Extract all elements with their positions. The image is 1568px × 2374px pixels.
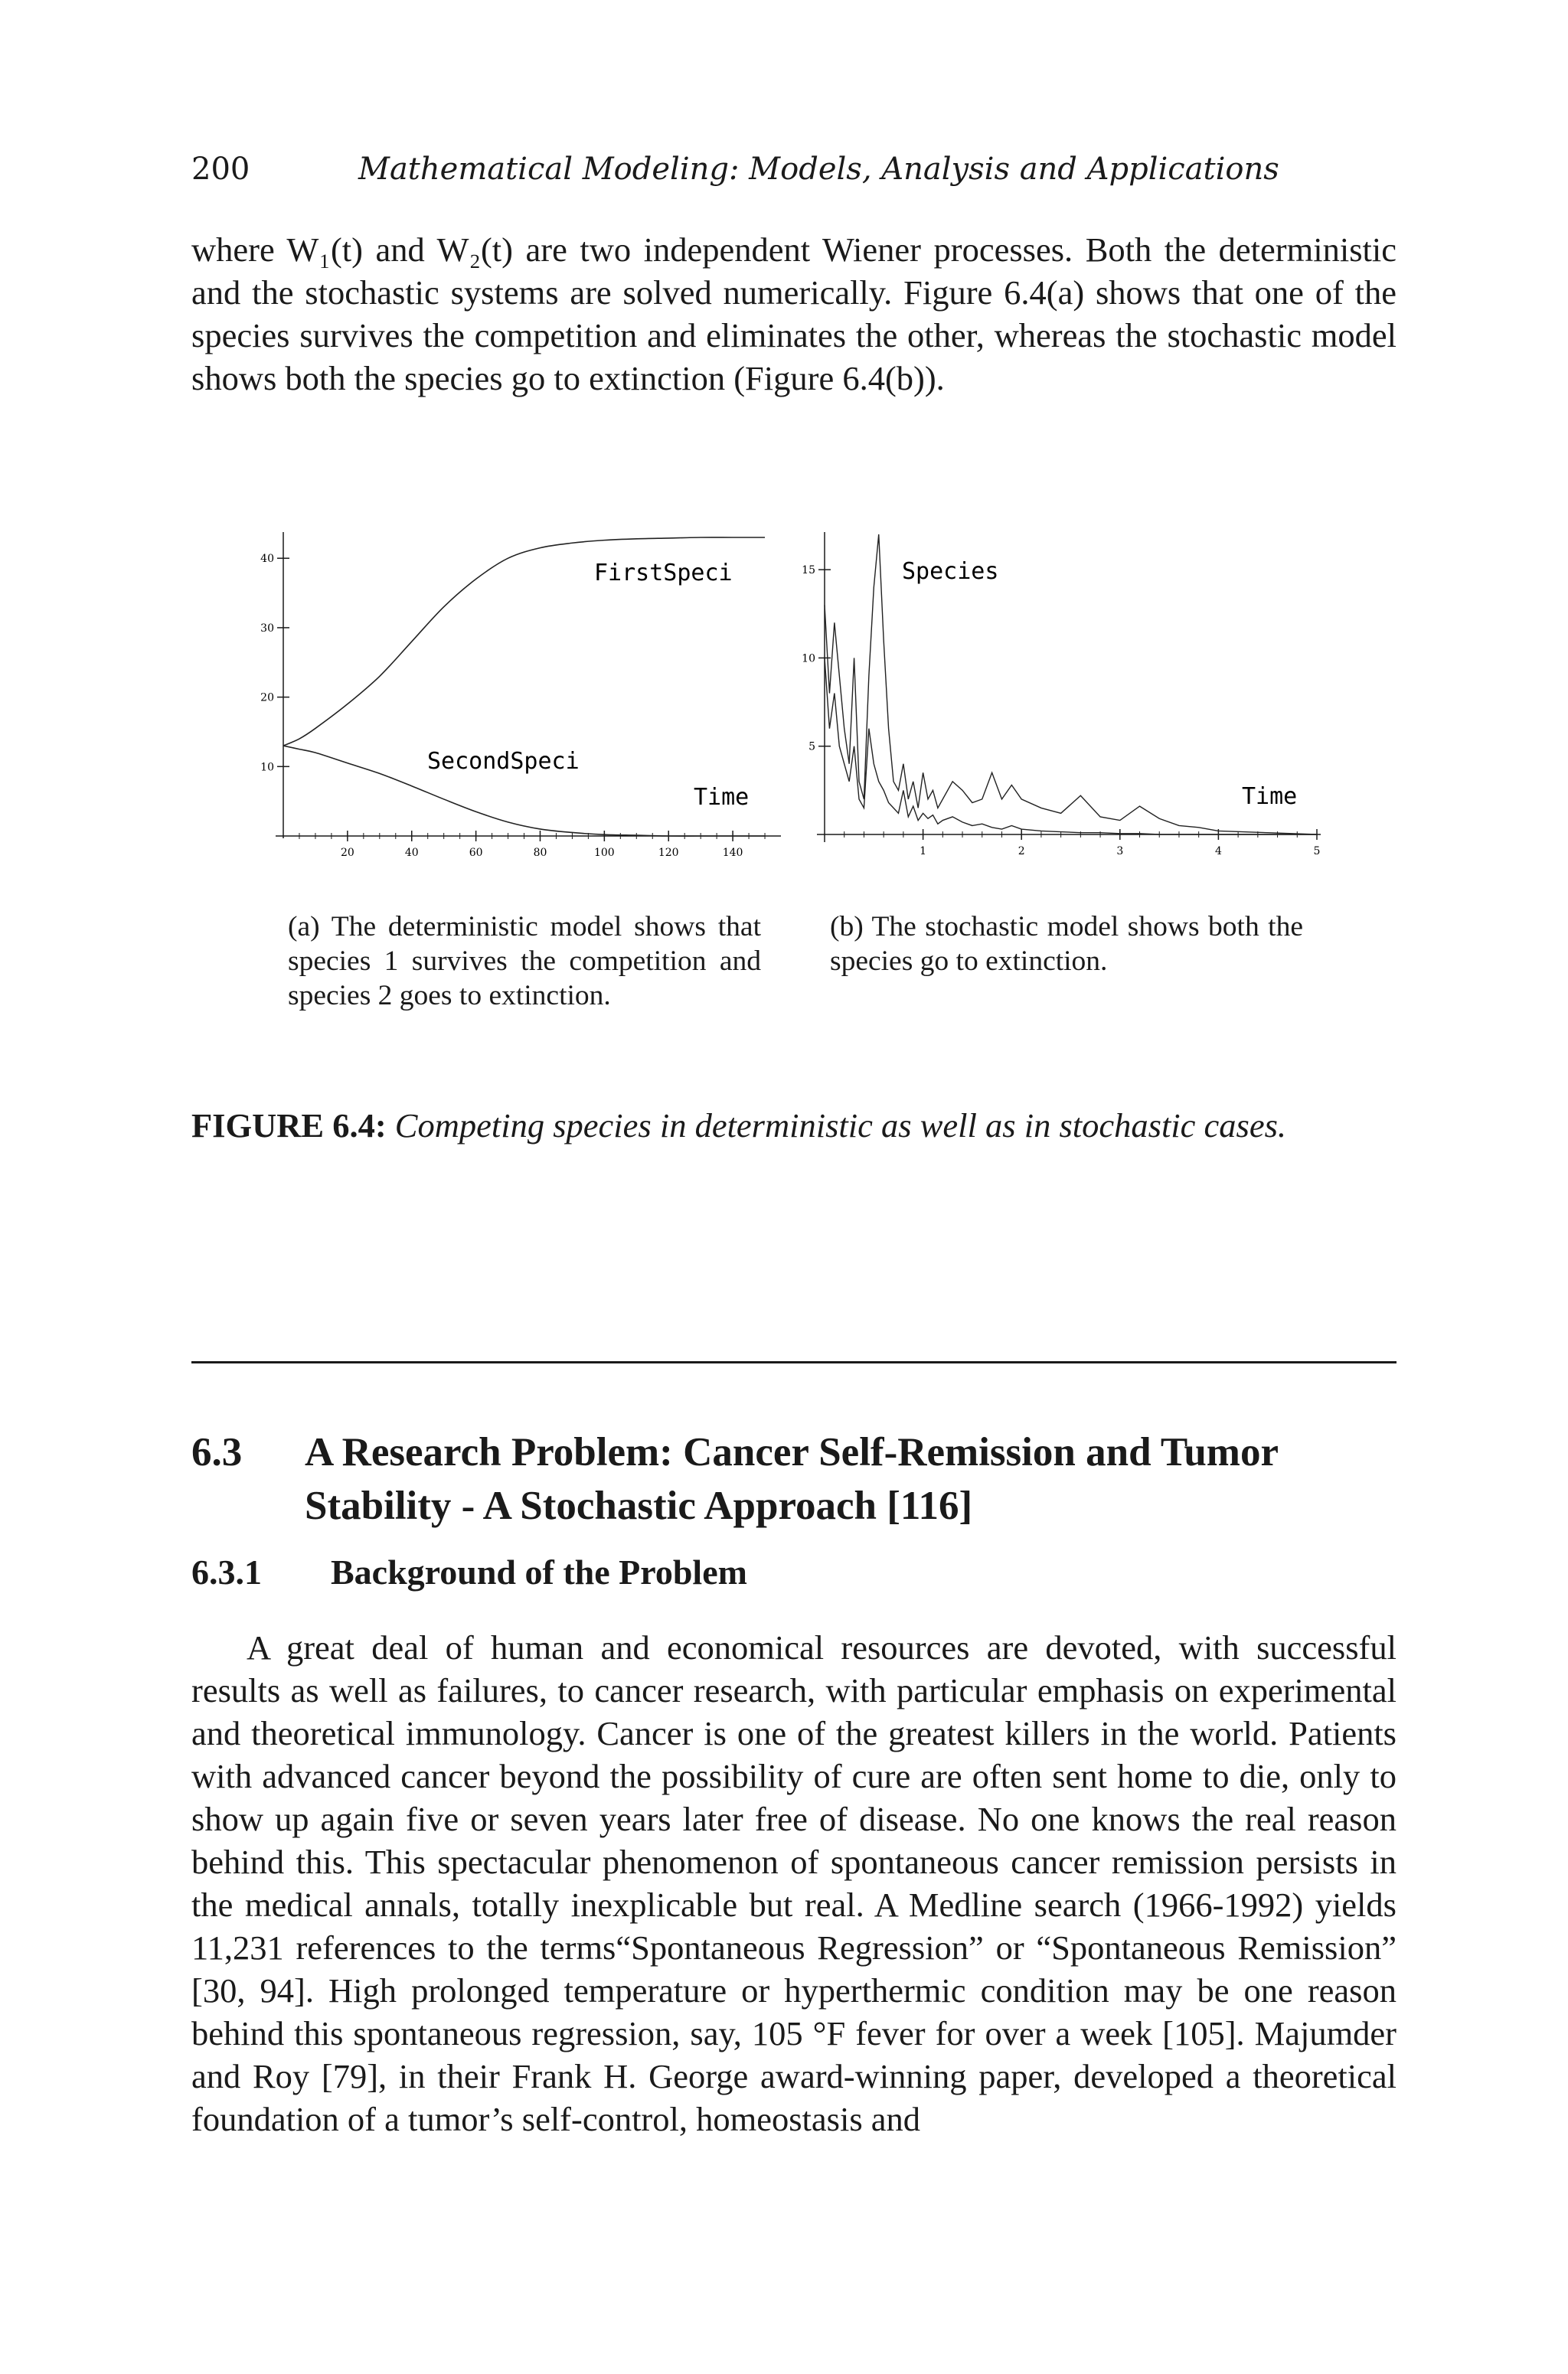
chart-a-ytick-label: 30 [260,622,274,635]
chart-a [260,532,781,859]
chart-a-xtick-label: 40 [404,847,419,859]
chart-b-xtick-label: 3 [1116,845,1124,857]
body-paragraph: A great deal of human and economical resources are devoted, with successful results as well as failures, to cancer research, with particular emphasis on experimental and theoretical immunology. Cancer is one of the greatest killers in the world. Patients with advanced cancer beyond the possibility of cure are often sent home to die, only to show up again five or seven years later free of disease. No one knows the real reason behind this. This spectacular phenomenon of spontaneous cancer remission persists in the medical annals, totally inexplicable but real. A Medline search (1966-1992) yields 11,231 references to the terms“Spontaneous Regression” or “Spontaneous Remission” [30, 94]. High prolonged temperature or hyperthermic condition may be one reason behind this spontaneous regression, say, 105 °F fever for over a week [105]. Majumder and Roy [79], in their Frank H. George award-winning paper, developed a theoretical foundation of a tumor’s self-control, homeostasis and [191,1628,1396,2138]
chart-a-xtick-label: 120 [658,847,679,859]
chart-b-ytick-label: 10 [802,652,815,665]
chart-b-xlabel: Time [1242,783,1298,810]
chart-a-annotation-second: SecondSpeci [427,748,580,775]
chart-a-xtick-label: 20 [340,847,354,859]
chart-b-ytick-label: 15 [802,564,815,577]
subcaption-a: (a) The deterministic model shows that species 1 survives the competition and species 2 goes to extinction. [288,911,761,1011]
chart-b-annotation-species: Species [902,558,999,585]
running-title: Mathematical Modeling: Models, Analysis and Applications [358,152,1279,187]
page-number: 200 [191,152,250,187]
chart-b-xtick-label: 5 [1313,845,1321,857]
chart-b-xtick-label: 2 [1018,845,1025,857]
figure-6-4 [260,521,1332,1056]
figure-plots [260,521,1332,859]
chart-a-ytick-label: 10 [260,761,274,774]
chart-b-xtick-label: 4 [1214,845,1222,857]
chart-a-xlabel: Time [694,784,750,811]
chart-a-xtick-label: 100 [593,847,615,859]
chart-a-annotation-first: FirstSpeci [594,560,733,586]
subsection-title: Background of the Problem [331,1553,747,1592]
chart-b [802,532,1321,857]
chart-a-xtick-label: 60 [469,847,483,859]
subcaption-b: (b) The stochastic model shows both the species go to extinction. [830,911,1303,977]
intro-paragraph: where W₁(t) and W₂(t) are two independent Wiener processes. Both the deterministic and the stochastic systems are solved numerically. Figure 6.4(a) shows that one of the species survives the competition and eliminates the other, whereas the stochastic model shows both the species go to extinction (Figure 6.4(b)). [191,230,1396,397]
chart-b-ytick-label: 5 [808,740,815,753]
section-title: A Research Problem: Cancer Self-Remission and Tumor Stability - A Stochastic Approach [116] [305,1430,1279,1528]
section-number: 6.3 [191,1430,243,1474]
subsection-number: 6.3.1 [191,1553,262,1592]
chart-a-ytick-label: 20 [260,691,274,704]
figure-caption: FIGURE 6.4: Competing species in deterministic as well as in stochastic cases. [191,1106,1287,1145]
figure-caption-text: Competing species in deterministic as well as in stochastic cases. [394,1106,1287,1145]
chart-b-xtick-label: 1 [920,845,927,857]
figure-label: FIGURE 6.4 [191,1106,375,1145]
chart-a-xtick-label: 140 [722,847,743,859]
section-divider [191,1361,1396,1363]
chart-a-xtick-label: 80 [533,847,547,859]
chart-a-ytick-label: 40 [260,553,274,566]
